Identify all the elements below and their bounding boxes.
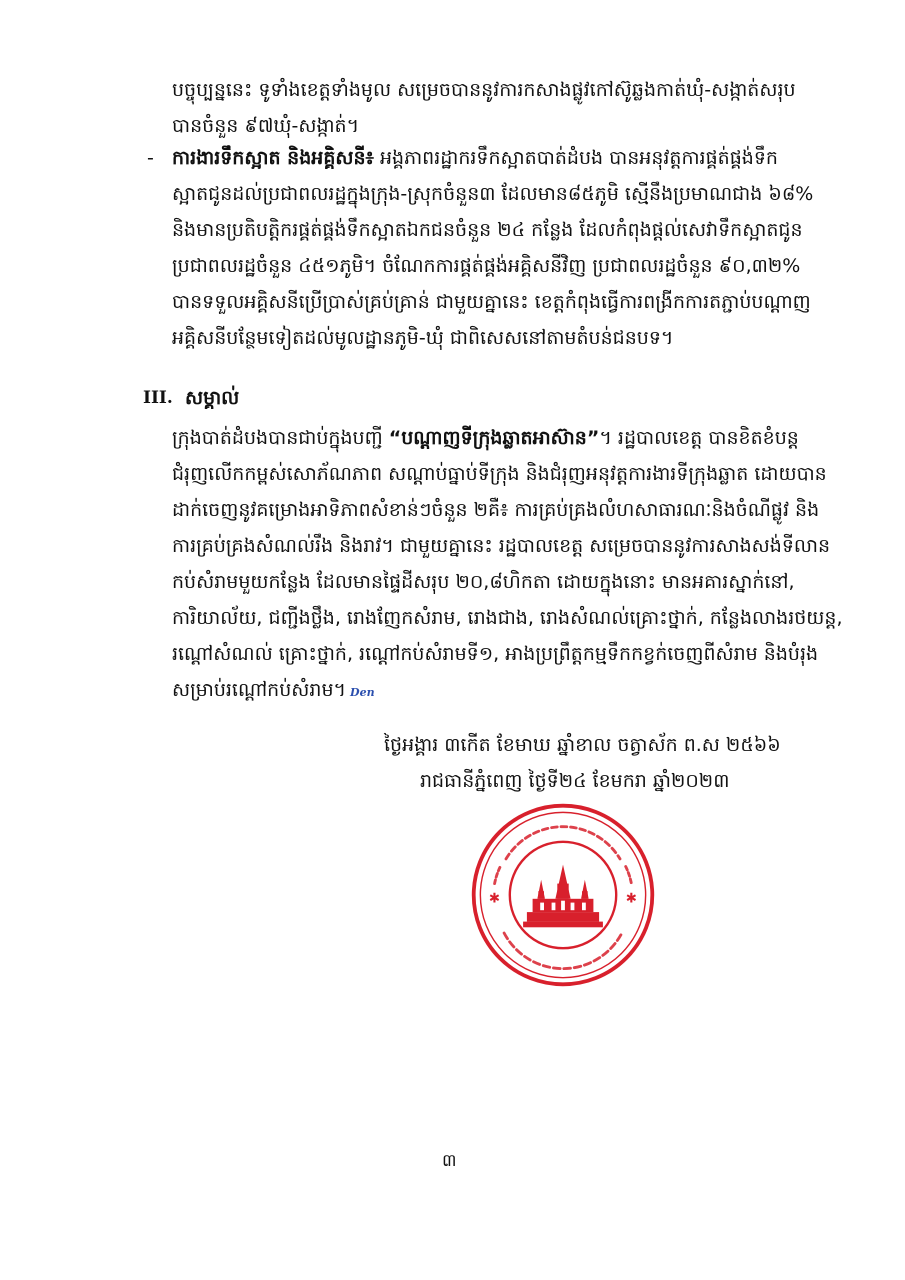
initials-signature: Den xyxy=(350,686,375,699)
text-line xyxy=(172,672,772,711)
text-line: ការគ្រប់គ្រងសំណល់រឹង និងរាវ។ ជាមួយគ្នានេះ រដ្ឋបាលខេត្ត សម្រេចបាននូវការសាងសង់ទីលាន xyxy=(172,535,831,557)
page-number: ៣ xyxy=(442,1151,457,1171)
text-run: ។ រដ្ឋបាលខេត្ត បានខិតខំបន្ត xyxy=(599,427,799,449)
text-line: បច្ចុប្បន្ននេះ ទូទាំងខេត្តទាំងមូល សម្រេចបាននូវការកសាងផ្លូវកៅស៊ូឆ្លងកាត់ឃុំ-សង្កាត់សរុប xyxy=(172,79,796,101)
text-line: កប់សំរាមមួយកន្លែង ដែលមានផ្ទៃដីសរុប ២០,៨ហិកតា ដោយក្នុងនោះ មានអគារស្នាក់នៅ, xyxy=(172,571,795,593)
svg-text:✱: ✱ xyxy=(625,891,637,907)
text-run: ក្រុងបាត់ដំបងបានជាប់ក្នុងបញ្ជី xyxy=(172,427,389,449)
text-run: សម្រាប់រណ្ដៅកប់សំរាម។ xyxy=(172,679,347,701)
date-lunar: ថ្ងៃអង្គារ ៣កើត ខែមាឃ ឆ្នាំខាល ចត្វាស័ក ព.ស ២៥៦៦ xyxy=(384,734,781,756)
date-solar: រាជធានីភ្នំពេញ ថ្ងៃទី២៤ ខែមករា ឆ្នាំ២០២៣ xyxy=(420,770,730,792)
text-line: បានចំនួន ៩៧ឃុំ-សង្កាត់។ xyxy=(172,115,360,137)
text-line: ជំរុញលើកកម្ពស់សោភ័ណភាព សណ្ដាប់ធ្នាប់ទីក្រុង និងជំរុញអនុវត្តការងារទីក្រុងឆ្លាត ដោយបាន xyxy=(172,463,827,485)
paragraph-water-electricity xyxy=(172,140,814,356)
text-line: អគ្គិសនីបន្ថែមទៀតដល់មូលដ្ឋានភូមិ-ឃុំ ជាពិសេសនៅតាមតំបន់ជនបទ។ xyxy=(172,327,674,349)
section-number: III. xyxy=(143,388,173,408)
text-line xyxy=(172,420,799,456)
text-line: បានទទួលអគ្គិសនីប្រើប្រាស់គ្រប់គ្រាន់ ជាមួយគ្នានេះ ខេត្តកំពុងធ្វើការពង្រីកការតភ្ជាប់បណ្ដាញ xyxy=(172,291,811,313)
bullet-lead: ការងារទឹកស្អាត និងអគ្គិសនី៖ xyxy=(172,147,374,169)
text-line: ប្រជាពលរដ្ឋចំនួន ៤៥១ភូមិ។ ចំណែកការផ្គត់ផ្គង់អគ្គិសនីវិញ ប្រជាពលរដ្ឋចំនួន ៩០,៣២% xyxy=(172,255,801,277)
bullet-lead-rest: អង្គភាពរដ្ឋាករទឹកស្អាតបាត់ដំបង បានអនុវត្តការផ្គត់ផ្គង់ទឹក xyxy=(373,147,778,169)
text-line: និងមានប្រតិបត្តិករផ្គត់ផ្គង់ទឹកស្អាតឯកជនចំនួន ២៤ កន្លែង ដែលកំពុងផ្ដល់សេវាទឹកស្អាតជូន xyxy=(172,219,803,241)
bullet-dash: - xyxy=(147,147,154,169)
paragraph-roads xyxy=(172,72,796,144)
text-line: ការិយាល័យ, ជញ្ជីងថ្លឹង, រោងញែកសំរាម, រោងជាង, រោងសំណល់គ្រោះថ្នាក់, កន្លែងលាងរថយន្ត, xyxy=(172,607,843,629)
svg-text:✱: ✱ xyxy=(488,891,501,907)
paragraph-smart-city xyxy=(172,420,843,711)
text-line: ស្អាតជូនដល់ប្រជាពលរដ្ឋក្នុងក្រុង-ស្រុកចំនួន៣ ដែលមាន៨៥ភូមិ ស្មើនឹងប្រមាណជាង ៦៨% xyxy=(172,183,814,205)
official-seal xyxy=(468,800,658,990)
text-line xyxy=(172,140,778,176)
smart-city-network: “បណ្ដាញទីក្រុងឆ្លាតអាស៊ាន” xyxy=(388,427,600,449)
text-line: ដាក់ចេញនូវគម្រោងអាទិភាពសំខាន់ៗចំនួន ២គឺ៖ ការគ្រប់គ្រងលំហសាធារណៈនិងចំណីផ្លូវ និង xyxy=(172,499,820,521)
section-title: សម្គាល់ xyxy=(185,387,240,409)
text-line: រណ្ដៅសំណល់ គ្រោះថ្នាក់, រណ្ដៅកប់សំរាមទី១, អាងប្រព្រឹត្តកម្មទឹកកខ្វក់ចេញពីសំរាម និងបំរុង xyxy=(172,643,819,665)
